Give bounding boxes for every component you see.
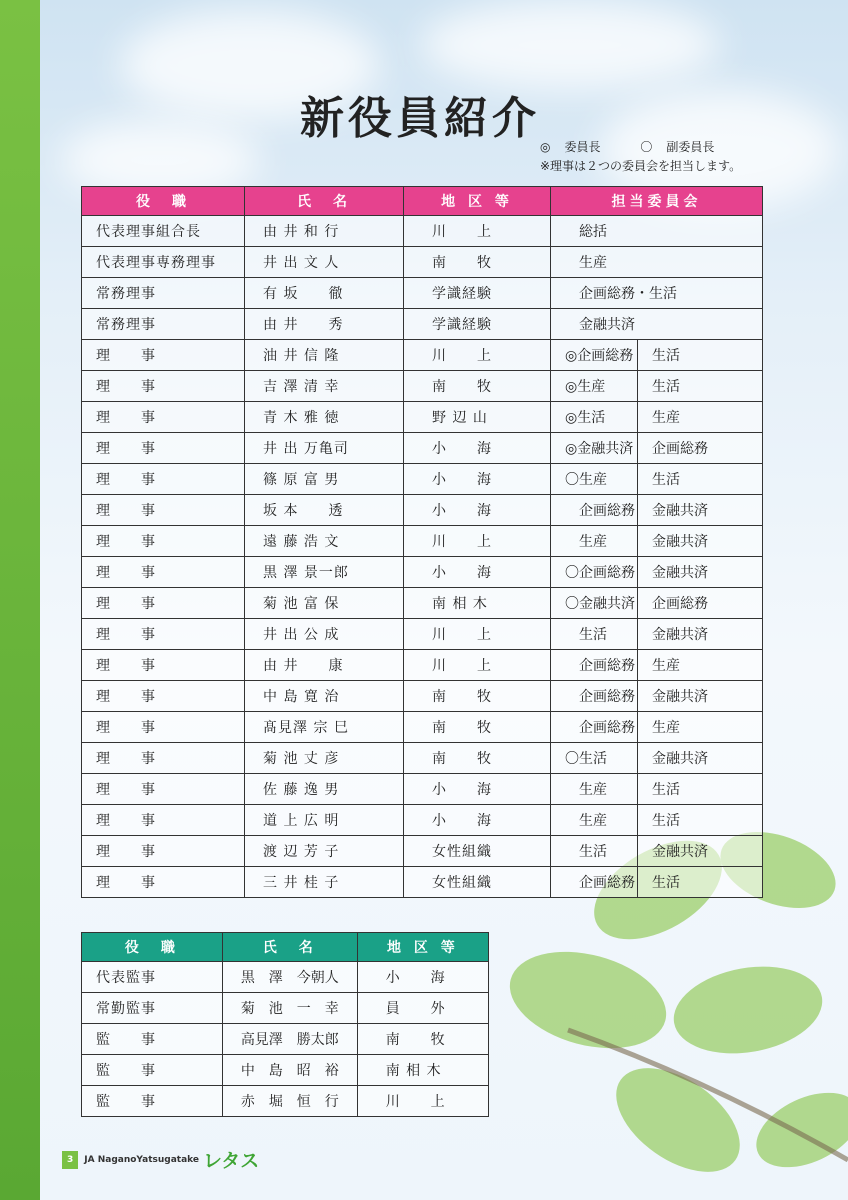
area-cell: 女性組織	[404, 836, 551, 867]
committee-secondary-cell: 生活	[638, 340, 763, 371]
auditors-table	[81, 932, 489, 1117]
committee-primary-cell: 〇生産	[551, 464, 638, 495]
table-row	[82, 309, 763, 340]
brand-logo: レタス	[203, 1150, 260, 1172]
name-cell: 井 出 文 人	[245, 247, 404, 278]
name-cell: 由 井 康	[245, 650, 404, 681]
committee-cell: 総括	[551, 216, 763, 247]
committee-secondary-cell: 生産	[638, 650, 763, 681]
position-cell: 監 事	[82, 1055, 223, 1086]
area-cell: 小 海	[357, 962, 488, 993]
position-cell: 理 事	[82, 836, 245, 867]
committee-primary-cell: 企画総務	[551, 867, 638, 898]
table-row	[82, 278, 763, 309]
table-row	[82, 867, 763, 898]
header-committee: 担当委員会	[551, 187, 763, 216]
name-cell: 中 島 寛 治	[245, 681, 404, 712]
table-row	[82, 247, 763, 278]
area-cell: 小 海	[404, 774, 551, 805]
table-row	[82, 805, 763, 836]
area-cell: 学識経験	[404, 278, 551, 309]
area-cell: 南 牧	[404, 371, 551, 402]
header-position: 役 職	[82, 933, 223, 962]
area-cell: 学識経験	[404, 309, 551, 340]
table-row	[82, 993, 489, 1024]
position-cell: 理 事	[82, 588, 245, 619]
name-cell: 渡 辺 芳 子	[245, 836, 404, 867]
area-cell: 小 海	[404, 433, 551, 464]
committee-primary-cell: 生活	[551, 836, 638, 867]
directors-table	[81, 186, 763, 898]
table-row	[82, 216, 763, 247]
area-cell: 南 相 木	[357, 1055, 488, 1086]
header-position: 役 職	[82, 187, 245, 216]
position-cell: 代表理事専務理事	[82, 247, 245, 278]
name-cell: 井 出 公 成	[245, 619, 404, 650]
committee-cell: 金融共済	[551, 309, 763, 340]
area-cell: 小 海	[404, 557, 551, 588]
name-cell: 油 井 信 隆	[245, 340, 404, 371]
committee-secondary-cell: 生活	[638, 371, 763, 402]
name-cell: 由 井 秀	[245, 309, 404, 340]
name-cell: 髙見澤 宗 巳	[245, 712, 404, 743]
area-cell: 小 海	[404, 805, 551, 836]
area-cell: 野 辺 山	[404, 402, 551, 433]
committee-primary-cell: 企画総務	[551, 495, 638, 526]
area-cell: 南 牧	[404, 743, 551, 774]
table-row	[82, 619, 763, 650]
committee-primary-cell: ◎金融共済	[551, 433, 638, 464]
committee-secondary-cell: 金融共済	[638, 557, 763, 588]
table-row	[82, 962, 489, 993]
name-cell: 菊 池 丈 彦	[245, 743, 404, 774]
table-row	[82, 495, 763, 526]
position-cell: 理 事	[82, 526, 245, 557]
position-cell: 理 事	[82, 464, 245, 495]
area-cell: 南 牧	[357, 1024, 488, 1055]
committee-secondary-cell: 金融共済	[638, 681, 763, 712]
header-name: 氏 名	[245, 187, 404, 216]
header-name: 氏 名	[222, 933, 357, 962]
committee-primary-cell: 〇金融共済	[551, 588, 638, 619]
committee-secondary-cell: 生産	[638, 712, 763, 743]
table-row	[82, 1055, 489, 1086]
committee-secondary-cell: 生活	[638, 805, 763, 836]
table-row	[82, 340, 763, 371]
committee-primary-cell: ◎企画総務	[551, 340, 638, 371]
position-cell: 理 事	[82, 743, 245, 774]
name-cell: 黒 澤 今朝人	[222, 962, 357, 993]
table-row	[82, 836, 763, 867]
table-row	[82, 743, 763, 774]
legend	[540, 138, 750, 176]
committee-secondary-cell: 企画総務	[638, 433, 763, 464]
page-number: 3	[62, 1151, 78, 1169]
name-cell: 坂 本 透	[245, 495, 404, 526]
position-cell: 理 事	[82, 433, 245, 464]
header-area: 地 区 等	[404, 187, 551, 216]
name-cell: 三 井 桂 子	[245, 867, 404, 898]
position-cell: 理 事	[82, 867, 245, 898]
table-row	[82, 681, 763, 712]
area-cell: 川 上	[404, 526, 551, 557]
name-cell: 高見澤 勝太郎	[222, 1024, 357, 1055]
name-cell: 由 井 和 行	[245, 216, 404, 247]
committee-secondary-cell: 企画総務	[638, 588, 763, 619]
committee-secondary-cell: 生活	[638, 774, 763, 805]
position-cell: 常勤監事	[82, 993, 223, 1024]
committee-primary-cell: ◎生産	[551, 371, 638, 402]
area-cell: 員 外	[357, 993, 488, 1024]
table-row	[82, 433, 763, 464]
area-cell: 小 海	[404, 464, 551, 495]
table-row	[82, 526, 763, 557]
area-cell: 南 相 木	[404, 588, 551, 619]
name-cell: 菊 池 一 幸	[222, 993, 357, 1024]
name-cell: 井 出 万亀司	[245, 433, 404, 464]
position-cell: 理 事	[82, 774, 245, 805]
position-cell: 常務理事	[82, 309, 245, 340]
committee-secondary-cell: 金融共済	[638, 619, 763, 650]
area-cell: 川 上	[357, 1086, 488, 1117]
table-row	[82, 1086, 489, 1117]
committee-cell: 企画総務・生活	[551, 278, 763, 309]
position-cell: 理 事	[82, 619, 245, 650]
table-row	[82, 402, 763, 433]
position-cell: 理 事	[82, 681, 245, 712]
position-cell: 理 事	[82, 805, 245, 836]
position-cell: 代表監事	[82, 962, 223, 993]
position-cell: 理 事	[82, 371, 245, 402]
committee-cell: 生産	[551, 247, 763, 278]
area-cell: 川 上	[404, 340, 551, 371]
page-title: 新役員紹介	[300, 93, 540, 144]
position-cell: 理 事	[82, 340, 245, 371]
table-row	[82, 371, 763, 402]
table-row	[82, 557, 763, 588]
area-cell: 川 上	[404, 650, 551, 681]
table-row	[82, 464, 763, 495]
area-cell: 南 牧	[404, 681, 551, 712]
name-cell: 青 木 雅 徳	[245, 402, 404, 433]
name-cell: 遠 藤 浩 文	[245, 526, 404, 557]
committee-secondary-cell: 金融共済	[638, 495, 763, 526]
committee-primary-cell: ◎生活	[551, 402, 638, 433]
committee-primary-cell: 〇生活	[551, 743, 638, 774]
position-cell: 理 事	[82, 557, 245, 588]
committee-secondary-cell: 金融共済	[638, 526, 763, 557]
name-cell: 中 島 昭 裕	[222, 1055, 357, 1086]
footer	[62, 1146, 259, 1173]
committee-primary-cell: 生産	[551, 774, 638, 805]
committee-secondary-cell: 生活	[638, 867, 763, 898]
name-cell: 黒 澤 景一郎	[245, 557, 404, 588]
header-area: 地 区 等	[357, 933, 488, 962]
org-name: JA NaganoYatsugatake	[84, 1155, 199, 1165]
table-row	[82, 588, 763, 619]
name-cell: 菊 池 富 保	[245, 588, 404, 619]
committee-primary-cell: 生産	[551, 526, 638, 557]
committee-primary-cell: 企画総務	[551, 650, 638, 681]
position-cell: 監 事	[82, 1086, 223, 1117]
name-cell: 道 上 広 明	[245, 805, 404, 836]
table-row	[82, 1024, 489, 1055]
table-row	[82, 774, 763, 805]
position-cell: 理 事	[82, 650, 245, 681]
committee-primary-cell: 生活	[551, 619, 638, 650]
committee-secondary-cell: 生産	[638, 402, 763, 433]
area-cell: 川 上	[404, 216, 551, 247]
name-cell: 佐 藤 逸 男	[245, 774, 404, 805]
committee-secondary-cell: 生活	[638, 464, 763, 495]
position-cell: 代表理事組合長	[82, 216, 245, 247]
committee-secondary-cell: 金融共済	[638, 743, 763, 774]
position-cell: 常務理事	[82, 278, 245, 309]
committee-primary-cell: 生産	[551, 805, 638, 836]
legend-vice: 〇 副委員長	[640, 140, 715, 154]
name-cell: 吉 澤 清 幸	[245, 371, 404, 402]
committee-secondary-cell: 金融共済	[638, 836, 763, 867]
left-green-bar	[0, 0, 40, 1200]
legend-chair: ◎ 委員長	[540, 140, 601, 154]
position-cell: 理 事	[82, 402, 245, 433]
position-cell: 理 事	[82, 712, 245, 743]
area-cell: 南 牧	[404, 712, 551, 743]
table-row	[82, 712, 763, 743]
legend-note: ※理事は２つの委員会を担当します。	[540, 159, 742, 173]
area-cell: 南 牧	[404, 247, 551, 278]
committee-primary-cell: 企画総務	[551, 712, 638, 743]
area-cell: 小 海	[404, 495, 551, 526]
name-cell: 赤 堀 恒 行	[222, 1086, 357, 1117]
committee-primary-cell: 企画総務	[551, 681, 638, 712]
name-cell: 篠 原 富 男	[245, 464, 404, 495]
table-row	[82, 650, 763, 681]
name-cell: 有 坂 徹	[245, 278, 404, 309]
committee-primary-cell: 〇企画総務	[551, 557, 638, 588]
area-cell: 女性組織	[404, 867, 551, 898]
position-cell: 監 事	[82, 1024, 223, 1055]
area-cell: 川 上	[404, 619, 551, 650]
position-cell: 理 事	[82, 495, 245, 526]
